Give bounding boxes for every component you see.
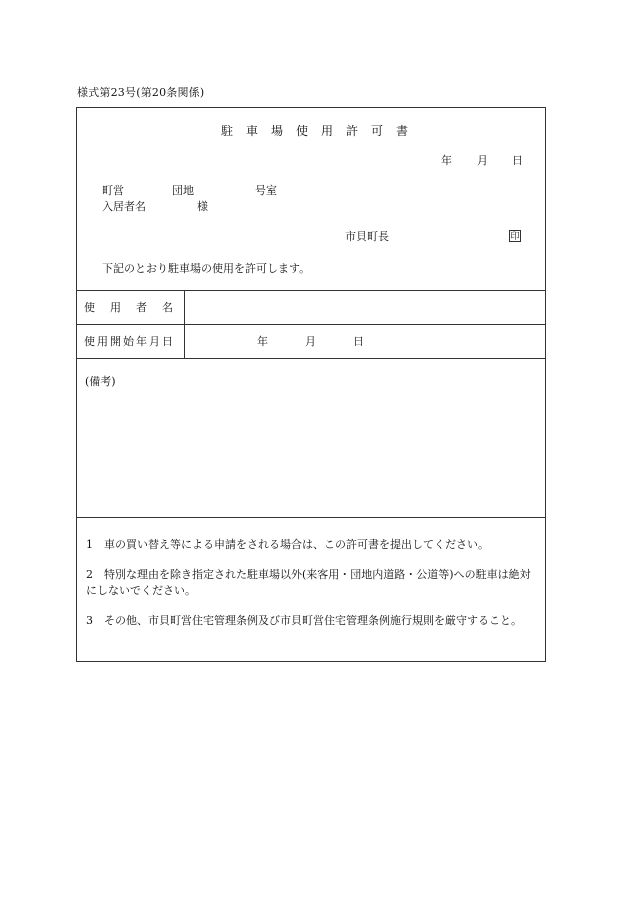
note-1: 1 車の買い替え等による申請をされる場合は、この許可書を提出してください。: [86, 538, 489, 551]
honorific-label: 様: [197, 200, 208, 213]
start-year-label: 年: [257, 335, 268, 348]
issue-month-label: 月: [477, 154, 488, 167]
seal-mark: 印: [510, 232, 520, 242]
room-label: 号室: [255, 184, 277, 197]
resident-name-label: 入居者名: [102, 200, 146, 213]
form-number: 様式第23号(第20条関係): [77, 86, 205, 99]
label-column-divider: [184, 290, 185, 358]
user-name-value-cell[interactable]: [185, 294, 540, 322]
issue-year-label: 年: [441, 154, 452, 167]
notes-top-border: [77, 517, 545, 518]
form-title: 駐車場使用許可書: [221, 124, 422, 138]
note-3: 3 その他、市貝町営住宅管理条例及び市貝町営住宅管理条例施行規則を厳守すること。: [86, 614, 522, 627]
remarks-label: (備考): [85, 375, 116, 388]
table-bottom-border: [77, 358, 545, 359]
mayor-label: 市貝町長: [345, 230, 389, 243]
issue-day-label: 日: [512, 154, 523, 167]
table-top-border: [77, 290, 545, 291]
remarks-area[interactable]: [85, 392, 537, 512]
intro-text: 下記のとおり駐車場の使用を許可します。: [102, 262, 311, 275]
start-month-label: 月: [305, 335, 316, 348]
permit-form: [76, 107, 546, 662]
complex-label: 団地: [172, 184, 194, 197]
table-row-divider: [77, 324, 545, 325]
start-date-label: 使用開始年月日: [84, 335, 175, 348]
town-label: 町営: [102, 184, 124, 197]
note-2: 2 特別な理由を除き指定された駐車場以外(来客用・団地内道路・公道等)への駐車は絶対にしないでください。: [86, 568, 531, 597]
user-name-label: 使用者名: [84, 301, 188, 314]
start-day-label: 日: [353, 335, 364, 348]
